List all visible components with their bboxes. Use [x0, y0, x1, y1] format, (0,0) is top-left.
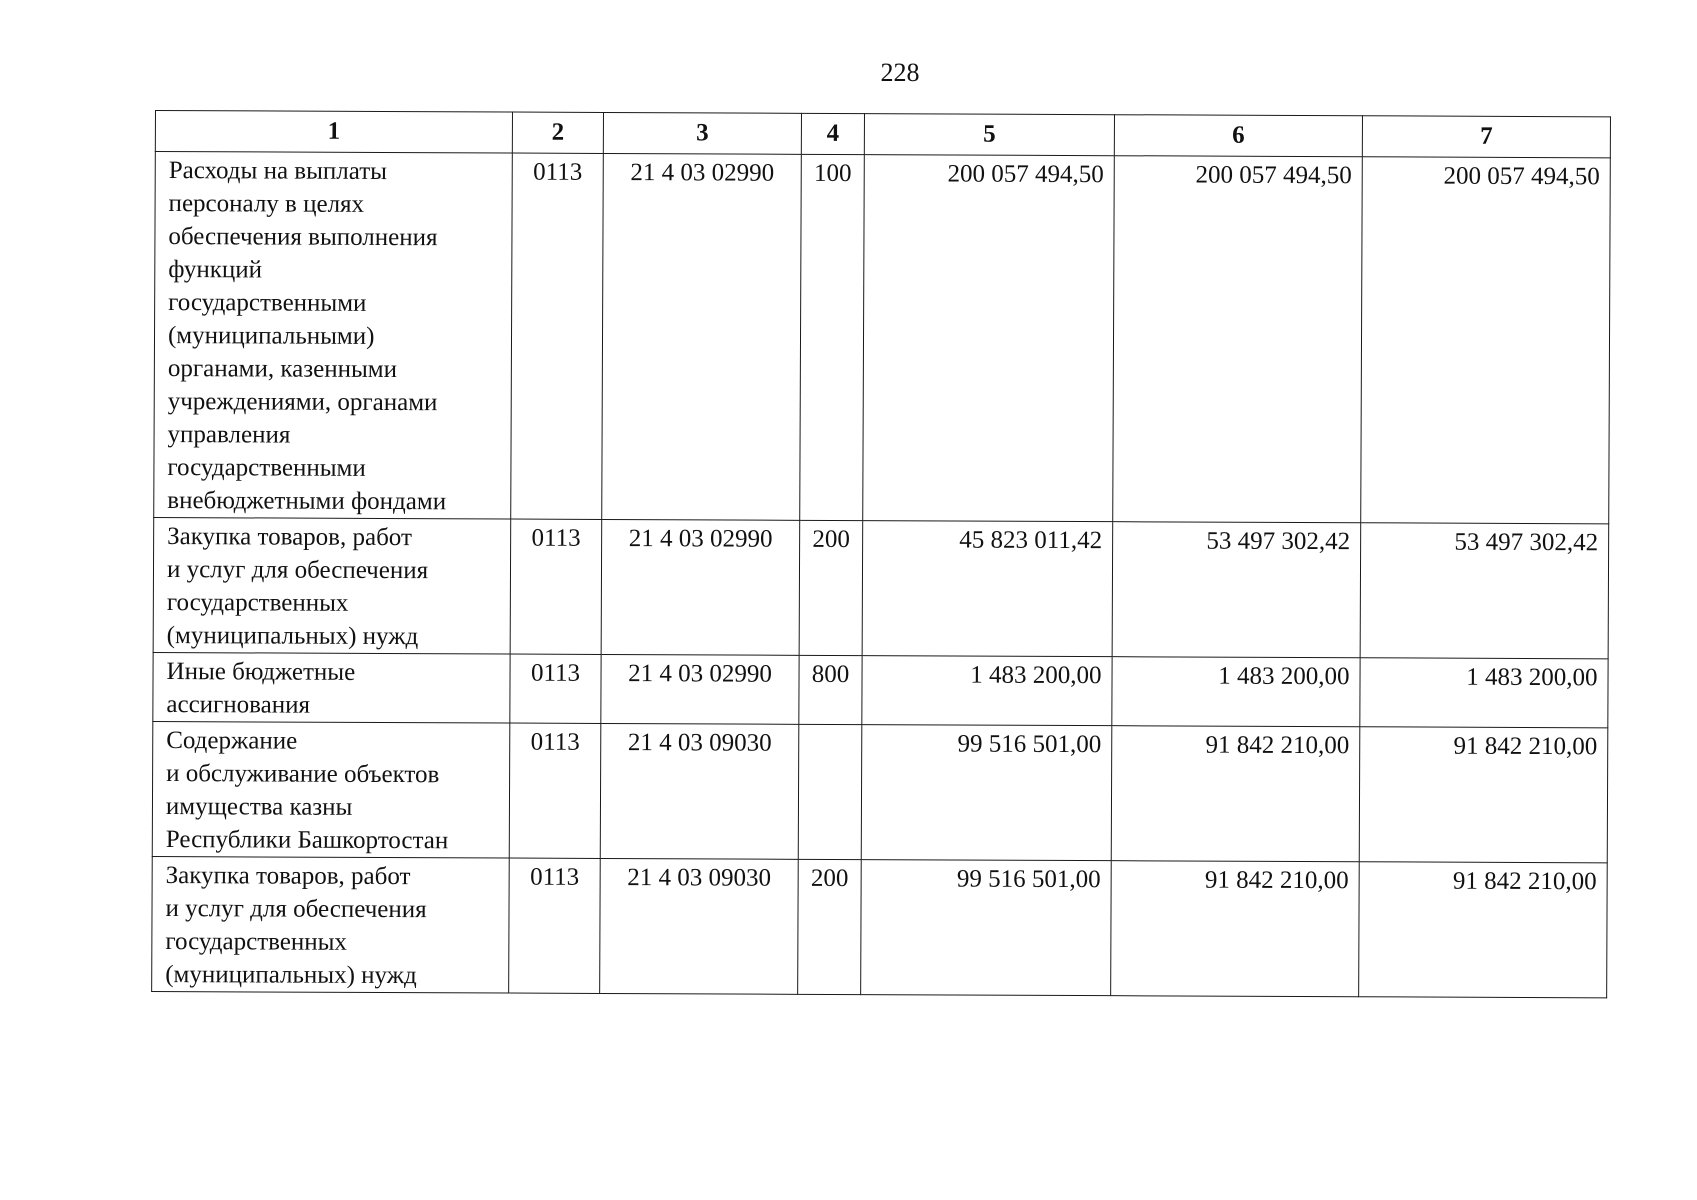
expense-name-line: функций: [168, 256, 263, 284]
amount-col7-cell: 53 497 302,42: [1360, 523, 1609, 659]
expense-name-cell: [154, 152, 513, 520]
amount-col5-cell: 200 057 494,50: [863, 155, 1115, 522]
column-header-7: 7: [1362, 116, 1610, 158]
amount-col7-cell: 1 483 200,00: [1360, 658, 1608, 728]
column-header-1: 1: [155, 111, 512, 154]
amount-col5-cell: 99 516 501,00: [861, 860, 1112, 996]
target-article-cell: 21 4 03 02990: [601, 519, 800, 655]
expense-name-cell: [153, 517, 511, 654]
expense-name-line: Содержание: [166, 727, 298, 755]
target-article-cell: 21 4 03 09030: [600, 858, 799, 994]
expense-name-line: имущества казны: [165, 793, 353, 821]
amount-col6-cell: 1 483 200,00: [1112, 657, 1360, 727]
expense-kind-cell: 100: [800, 154, 865, 520]
header-row: [155, 111, 1610, 158]
column-header-2: 2: [512, 112, 603, 153]
expense-name-line: персоналу в целях: [168, 190, 365, 218]
amount-col5-cell: 45 823 011,42: [862, 521, 1113, 657]
amount-col7-cell: 91 842 210,00: [1359, 862, 1608, 998]
expense-name-cell: [152, 856, 510, 993]
amount-col5-cell: 99 516 501,00: [861, 725, 1112, 861]
expense-kind-cell: 200: [798, 859, 862, 994]
expense-name-line: государственными: [167, 454, 366, 482]
column-header-6: 6: [1114, 115, 1362, 157]
column-header-4: 4: [801, 113, 864, 154]
expense-name-line: государственных: [166, 589, 349, 617]
expense-name-line: (муниципальными): [167, 322, 375, 350]
table-row: [152, 721, 1608, 862]
table-row: [153, 517, 1609, 658]
expense-name-line: (муниципальных) нужд: [166, 622, 419, 651]
section-code-cell: 0113: [510, 519, 602, 654]
budget-table: [151, 110, 1611, 998]
expense-kind-cell: 800: [799, 655, 862, 724]
amount-col6-cell: 200 057 494,50: [1113, 156, 1363, 523]
expense-name-cell: [153, 652, 510, 723]
amount-col6-cell: 91 842 210,00: [1111, 726, 1360, 862]
expense-name-line: Расходы на выплаты: [168, 157, 388, 186]
expense-name-line: (муниципальных) нужд: [165, 961, 417, 990]
expense-kind-cell: [798, 724, 862, 859]
expense-name-line: управления: [167, 421, 291, 449]
expense-name-line: Республики Башкортостан: [165, 826, 449, 855]
target-article-cell: 21 4 03 09030: [600, 723, 799, 859]
expense-name-line: и услуг для обеспечения: [165, 895, 427, 924]
expense-name-line: и услуг для обеспечения: [166, 556, 429, 585]
target-article-cell: 21 4 03 02990: [601, 654, 799, 724]
section-code-cell: 0113: [509, 858, 601, 993]
amount-col7-cell: 91 842 210,00: [1359, 727, 1608, 863]
expense-name-line: учреждениями, органами: [167, 388, 438, 417]
expense-name-line: Закупка товаров, работ: [165, 862, 411, 891]
expense-name-line: органами, казенными: [167, 355, 398, 384]
expense-name-line: государственными: [168, 289, 367, 317]
expense-name-cell: [152, 721, 510, 858]
expense-kind-cell: 200: [799, 520, 863, 655]
column-header-3: 3: [603, 112, 801, 154]
column-header-5: 5: [864, 114, 1114, 156]
expense-name-line: Закупка товаров, работ: [167, 523, 412, 552]
expense-name-line: внебюджетными фондами: [167, 487, 447, 516]
expense-name-line: и обслуживание объектов: [166, 760, 440, 789]
section-code-cell: 0113: [510, 654, 601, 723]
expense-name-line: государственных: [165, 928, 348, 956]
expense-name-line: Иные бюджетные: [166, 658, 356, 686]
table-row: [152, 856, 1608, 997]
page-number: 228: [880, 58, 920, 87]
expense-name-line: ассигнования: [166, 691, 311, 719]
section-code-cell: 0113: [509, 723, 601, 858]
amount-col7-cell: 200 057 494,50: [1361, 157, 1611, 524]
amount-col6-cell: 53 497 302,42: [1112, 522, 1361, 658]
table-row: [153, 652, 1608, 727]
expense-name-line: обеспечения выполнения: [168, 223, 438, 252]
amount-col6-cell: 91 842 210,00: [1111, 861, 1360, 997]
table-row: [154, 152, 1611, 524]
amount-col5-cell: 1 483 200,00: [862, 656, 1112, 726]
section-code-cell: 0113: [511, 153, 604, 519]
target-article-cell: 21 4 03 02990: [602, 153, 802, 520]
